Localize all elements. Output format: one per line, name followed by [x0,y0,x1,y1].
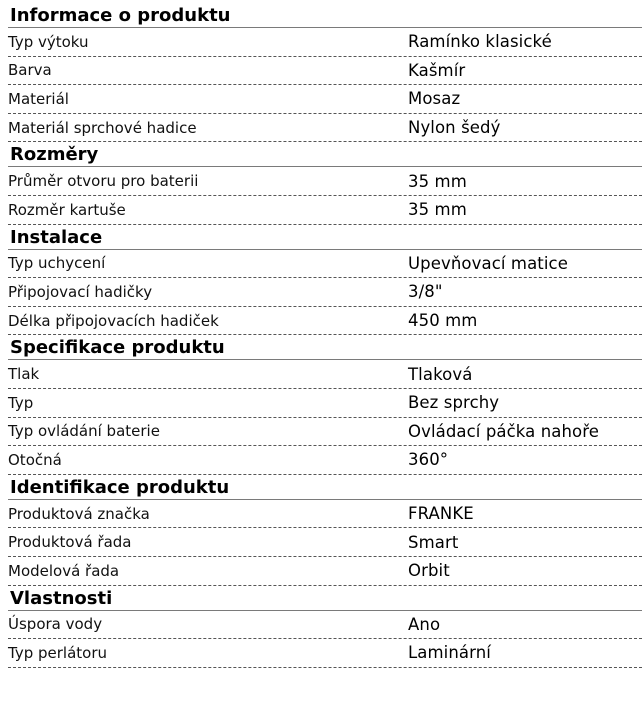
section-title: Specifikace produktu [8,335,642,360]
spec-label: Typ uchycení [8,254,106,273]
spec-row [8,389,642,418]
spec-row [8,167,642,196]
spec-value: 35 mm [408,200,467,220]
section-title: Identifikace produktu [8,475,642,500]
spec-label: Typ výtoku [8,32,89,51]
spec-value: 360° [408,450,449,470]
spec-row [8,528,642,557]
spec-row [8,250,642,279]
spec-row [8,196,642,225]
spec-label: Úspora vody [8,615,103,634]
spec-value: Smart [408,532,459,552]
spec-label: Typ perlátoru [8,643,108,662]
spec-section [8,586,642,668]
spec-value: Tlaková [408,364,473,384]
spec-value: FRANKE [408,504,474,524]
spec-row [8,360,642,389]
spec-section [8,3,642,142]
spec-label: Barva [8,61,52,80]
spec-label: Typ [8,393,34,412]
spec-label: Tlak [8,365,40,384]
spec-value: Upevňovací matice [408,253,568,273]
spec-row [8,557,642,586]
spec-value: Ovládací páčka nahoře [408,421,600,441]
spec-row [8,85,642,114]
spec-row [8,639,642,668]
spec-label: Modelová řada [8,561,120,580]
spec-section [8,335,642,474]
spec-row [8,278,642,307]
spec-label: Materiál [8,89,69,108]
spec-label: Typ ovládání baterie [8,422,160,441]
spec-label: Materiál sprchové hadice [8,118,197,137]
spec-label: Produktová značka [8,504,150,523]
section-title: Informace o produktu [8,3,642,28]
spec-value: Bez sprchy [408,393,500,413]
spec-label: Rozměr kartuše [8,200,126,219]
spec-section [8,475,642,586]
spec-label: Délka připojovacích hadiček [8,311,219,330]
product-spec-table [8,3,642,668]
spec-row [8,418,642,447]
spec-section [8,142,642,224]
spec-value: Orbit [408,561,450,581]
spec-row [8,446,642,475]
spec-row [8,57,642,86]
spec-row [8,307,642,336]
spec-value: Mosaz [408,89,461,109]
spec-row [8,114,642,143]
section-title: Rozměry [8,142,642,167]
spec-label: Produktová řada [8,533,132,552]
spec-label: Průměr otvoru pro baterii [8,172,199,191]
section-title: Vlastnosti [8,586,642,611]
spec-row [8,611,642,640]
spec-value: 3/8" [408,282,443,302]
spec-row [8,500,642,529]
section-title: Instalace [8,225,642,250]
spec-value: Ano [408,614,441,634]
spec-label: Připojovací hadičky [8,282,153,301]
spec-value: Ramínko klasické [408,32,552,52]
spec-section [8,225,642,336]
spec-label: Otočná [8,450,62,469]
spec-value: Laminární [408,643,491,663]
spec-row [8,28,642,57]
spec-value: 450 mm [408,311,478,331]
spec-value: 35 mm [408,171,467,191]
spec-value: Nylon šedý [408,118,501,138]
spec-value: Kašmír [408,60,466,80]
